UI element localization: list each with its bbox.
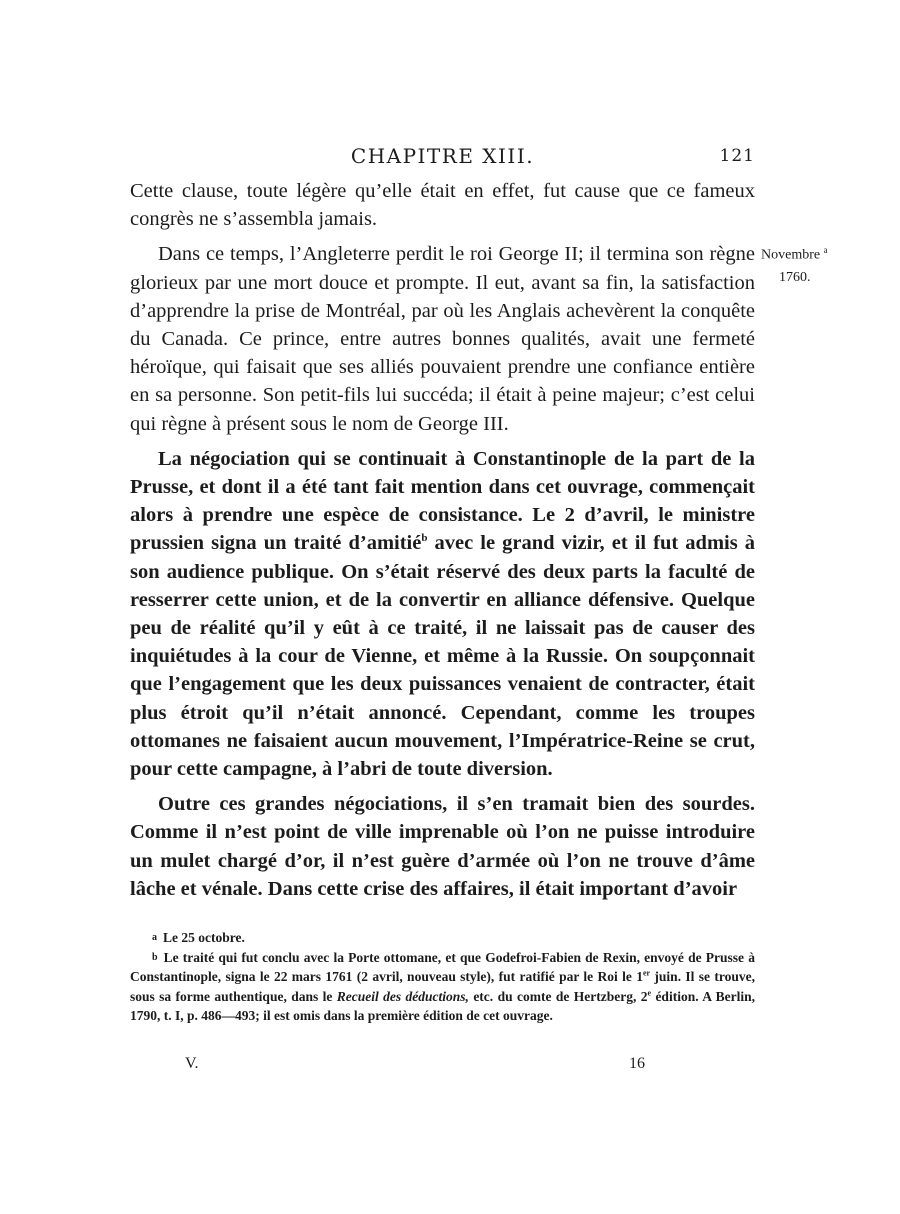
main-text [130, 177, 755, 910]
paragraph-2: Dans ce temps, l’Angleterre perdit le roi George II; il termina son règne glorieux par une mort douce et prompte. Il eut, avant sa fin, la satisfaction d’apprendre la prise de Montréal, par où les Anglais achevèrent la conquête du Canada. Ce prince, entre autres bonnes qualités, avait une fermeté héroïque, qui faisait que ses alliés pouvaient prendre une confiance entière en sa personne. Son petit-fils lui succéda; il était à peine majeur; c’est celui qui règne à présent sous le nom de George III. [130, 243, 755, 435]
footnote-b-italic-title: Recueil des déductions, [336, 988, 469, 1004]
paragraph-1: Cette clause, toute légère qu’elle était en effet, fut cause que ce fameux congrès ne s’assembla jamais. [130, 180, 755, 231]
page-number: 121 [719, 146, 755, 166]
running-header [130, 144, 755, 172]
footnote-b-sup-2: e [647, 988, 652, 997]
footnote-b-sup-1: er [642, 968, 651, 978]
footnote-b-mark: b [152, 951, 158, 963]
printer-signature [185, 1055, 645, 1077]
footnote-a [130, 928, 755, 948]
paragraph-3-text-b: avec le grand vizir, et il fut admis à son audience publique. On s’était réservé des deux parts la faculté de resserrer cette union, et de la convertir en alliance défensive. Quelque peu de réalité qu’il y eût à ce traité, il ne laissait pas de causer des inquiétudes à la cour de Vienne, et même à la Russie. On soupçonnait que l’engagement que les deux puissances venaient de contracter, était plus étroit qu’il n’était annoncé. Cependant, comme les troupes ottomanes ne faisaient aucun mouvement, l’Impératrice-Reine se crut, pour cette campagne, à l’abri de toute diversion. [130, 532, 755, 781]
paragraph-4: Outre ces grandes négociations, il s’en tramait bien des sourdes. Comme il n’est point de ville imprenable où l’on ne puisse introduire un mulet chargé d’or, il n’est guère d’armée où l’on ne trouve d’âme lâche et vénale. Dans cette crise des affaires, il était important d’avoir [130, 793, 755, 900]
paragraph-3-text-a: La négociation qui se continuait à Constantinople de la part de la Prusse, et dont il a été tant fait mention dans cet ouvrage, commençait alors à prendre une espèce de consistance. Le 2 d’avril, le ministre prussien signa un traité d’amitié [130, 447, 755, 555]
footnote-b-text-3: etc. du comte de Hertzberg, 2 [468, 988, 648, 1004]
sheet-number: 16 [629, 1055, 645, 1072]
footnote-a-mark: a [152, 932, 157, 943]
margin-date-note [761, 239, 891, 289]
footnote-b-text-1: Le traité qui fut conclu avec la Porte ottomane, et que Godefroi-Fabien de Rexin, envoyé de Prusse à Constantinople, signa le 22 mars 1761 (2 avril, nouveau style), fut ratifié par le Roi le 1 [130, 949, 755, 984]
footnote-b [130, 948, 755, 1026]
footnote-ref-b: b [421, 532, 428, 545]
chapter-title: CHAPITRE XIII. [350, 144, 535, 168]
margin-month: Novembre [761, 247, 821, 263]
footnotes [130, 928, 755, 1026]
footnote-b-text-2: juin. Il se trouve, sous sa forme authentique, dans le [130, 969, 755, 1004]
margin-year: 1760. [779, 269, 811, 285]
footnote-b-text-4: édition. A Berlin, 1790, t. I, p. 486—493; il est omis dans la première édition de cet ouvrage. [130, 988, 755, 1023]
paragraph-3 [130, 445, 755, 783]
margin-footnote-ref-a: a [823, 245, 828, 255]
volume-mark: V. [185, 1055, 199, 1072]
footnote-a-text: Le 25 octobre. [163, 930, 245, 945]
